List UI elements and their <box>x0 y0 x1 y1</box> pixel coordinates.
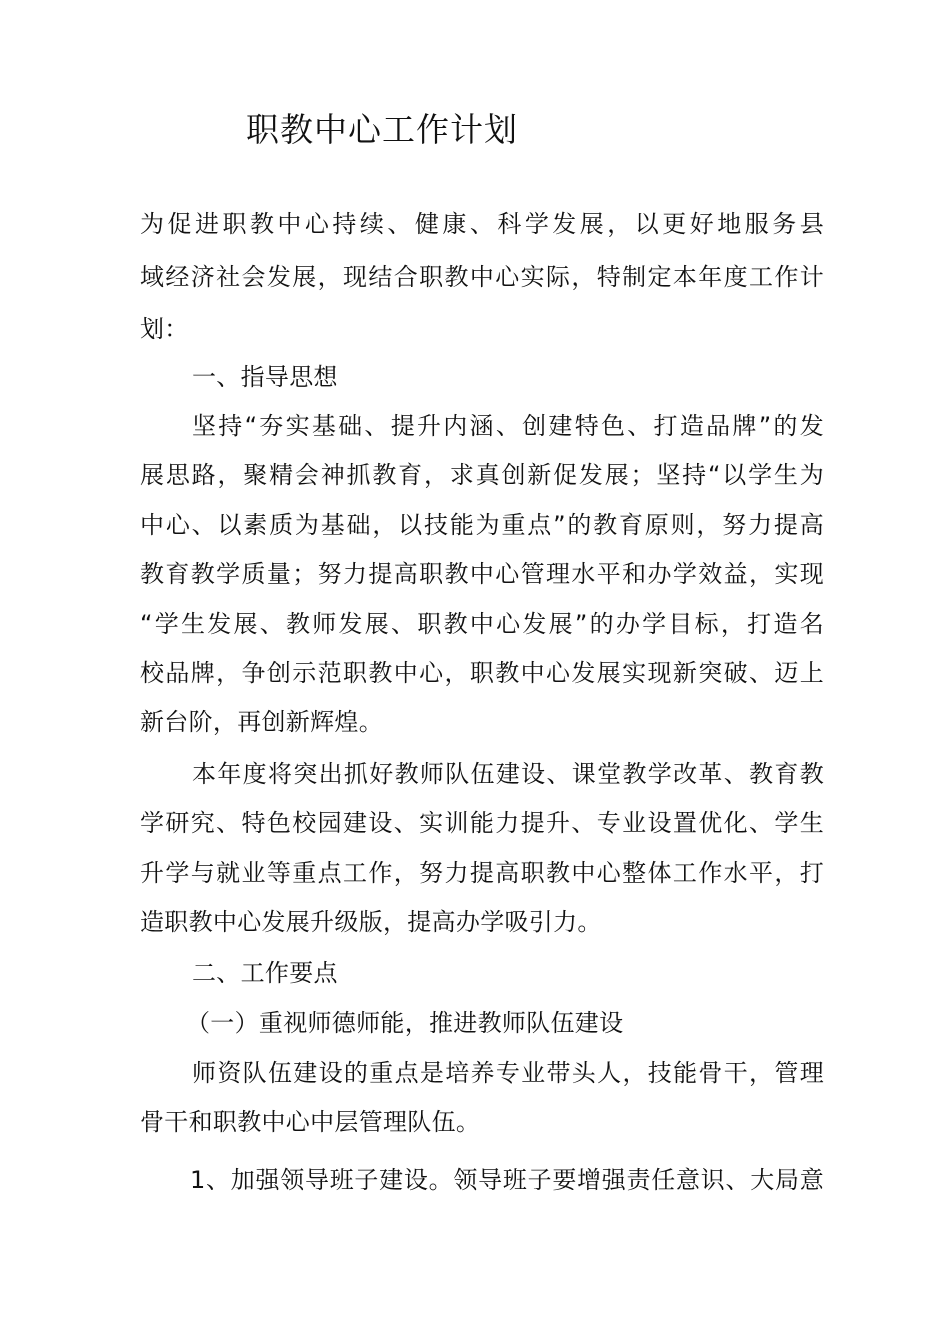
paragraph-line-teachers-1: 师资队伍建设的重点是培养专业带头人，技能骨干，管理 <box>192 1059 824 1087</box>
paragraph-line-teachers-2: 骨干和职教中心中层管理队伍。 <box>140 1108 481 1136</box>
paragraph-line-ideology-3: 中心、以素质为基础，以技能为重点”的教育原则，努力提高 <box>140 511 824 539</box>
paragraph-line-intro-1: 为促进职教中心持续、健康、科学发展，以更好地服务县 <box>140 210 824 238</box>
paragraph-line-ideology-6: 校品牌，争创示范职教中心，职教中心发展实现新突破、迈上 <box>140 659 824 687</box>
paragraph-line-intro-3: 划： <box>140 315 189 343</box>
paragraph-line-ideology-4: 教育教学质量；努力提高职教中心管理水平和办学效益，实现 <box>140 560 824 588</box>
paragraph-line-focus-4: 造职教中心发展升级版，提高办学吸引力。 <box>140 908 602 936</box>
paragraph-line-ideology-5: “学生发展、教师发展、职教中心发展”的办学目标，打造名 <box>140 610 824 638</box>
section-heading-guiding-ideology: 一、指导思想 <box>192 363 338 391</box>
section-heading-work-points: 二、工作要点 <box>192 959 338 987</box>
paragraph-line-intro-2: 域经济社会发展，现结合职教中心实际，特制定本年度工作计 <box>140 263 824 291</box>
paragraph-line-focus-2: 学研究、特色校园建设、实训能力提升、专业设置优化、学生 <box>140 809 824 837</box>
paragraph-line-ideology-2: 展思路，聚精会神抓教育，求真创新促发展；坚持“以学生为 <box>140 461 824 489</box>
paragraph-line-leadership-1: 1、加强领导班子建设。领导班子要增强责任意识、大局意 <box>190 1166 824 1194</box>
paragraph-line-ideology-7: 新台阶，再创新辉煌。 <box>140 708 383 736</box>
paragraph-line-ideology-1: 坚持“夯实基础、提升内涵、创建特色、打造品牌”的发 <box>192 412 824 440</box>
subsection-heading-teacher-team: （一）重视师德师能，推进教师队伍建设 <box>186 1009 624 1037</box>
paragraph-line-focus-1: 本年度将突出抓好教师队伍建设、课堂教学改革、教育教 <box>192 760 824 788</box>
document-title: 职教中心工作计划 <box>246 110 518 149</box>
paragraph-line-focus-3: 升学与就业等重点工作，努力提高职教中心整体工作水平，打 <box>140 859 824 887</box>
